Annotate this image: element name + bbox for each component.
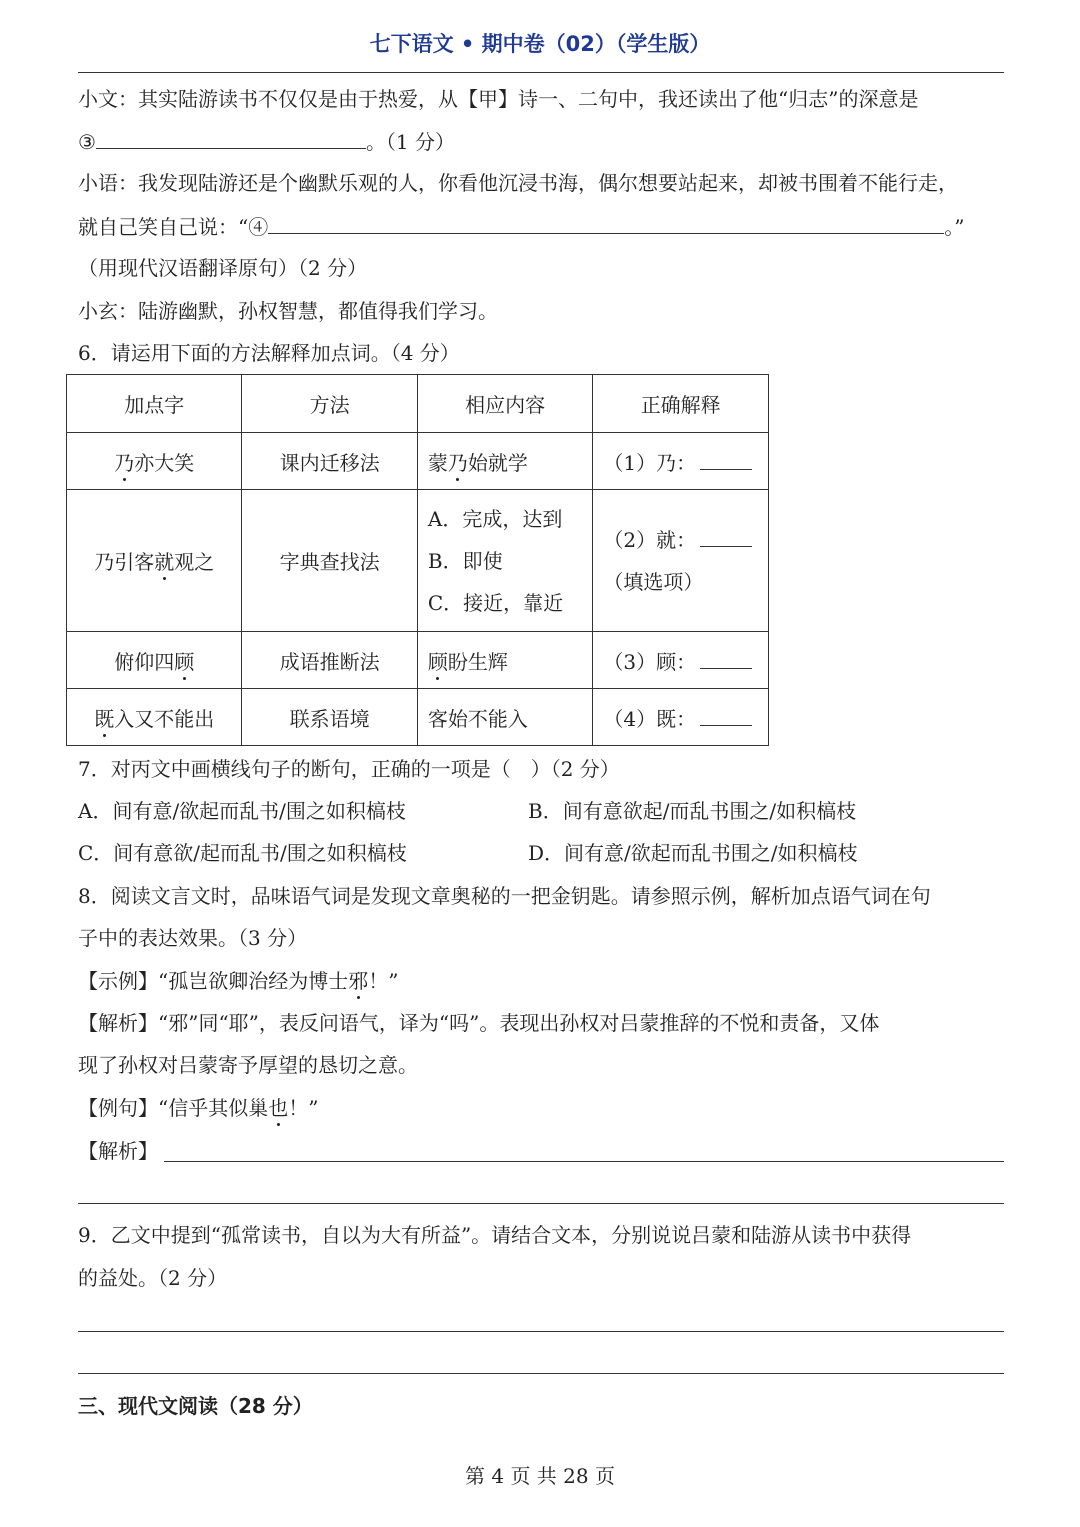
table-header-row xyxy=(67,375,769,433)
q7-option-d[interactable]: D．间有意/欲起而乱书围之/如积槁枝 xyxy=(528,841,858,865)
question-8-stem-line1: 8．阅读文言文时，品味语气词是发现文章奥秘的一把金钥匙。请参照示例，解析加点语气词在句 xyxy=(78,884,931,908)
circled-number-3: ③ xyxy=(78,130,96,154)
content-cell: 顾盼生辉 xyxy=(417,632,593,689)
q8-example: 【示例】“孤岂欲卿治经为博士邪！” xyxy=(78,969,399,993)
closing-quote: 。” xyxy=(944,215,965,239)
dialogue-xiaoyu-prefix: 就自己笑自己说：“④ xyxy=(78,215,269,239)
table-header-cell: 方法 xyxy=(242,375,417,433)
answer-cell[interactable]: （3）顾： xyxy=(593,632,769,689)
q8-answer-line-1[interactable] xyxy=(164,1161,1004,1162)
table-row xyxy=(67,632,769,689)
table-header-cell: 相应内容 xyxy=(417,375,593,433)
dialogue-xiaoyu-line1: 小语：我发现陆游还是个幽默乐观的人，你看他沉浸书海，偶尔想要站起来，却被书围着不能行走， xyxy=(78,171,958,195)
content-cell: 客始不能入 xyxy=(417,689,593,746)
question-7-stem: 7．对丙文中画横线句子的断句，正确的一项是（ ）（2 分） xyxy=(78,757,620,781)
dialogue-xiaoyu-line3: （用现代汉语翻译原句）（2 分） xyxy=(78,256,368,280)
question-9-stem-line1: 9．乙文中提到“孤常读书，自以为大有所益”。请结合文本，分别说说吕蒙和陆游从读书中获得 xyxy=(78,1223,912,1247)
question-9-stem-line2: 的益处。（2 分） xyxy=(78,1266,228,1290)
q8-sentence: 【例句】“信乎其似巢也！” xyxy=(78,1096,319,1120)
question-6-stem: 6．请运用下面的方法解释加点词。（4 分） xyxy=(78,341,460,365)
q8-answer-label: 【解析】 xyxy=(78,1139,158,1163)
q9-answer-line-1[interactable] xyxy=(78,1331,1004,1332)
q8-analysis-line2: 现了孙权对吕蒙寄予厚望的恳切之意。 xyxy=(78,1053,418,1077)
q7-option-a[interactable]: A．间有意/欲起而乱书/围之如积槁枝 xyxy=(78,799,406,823)
vocab-table xyxy=(66,374,769,746)
content-cell: 蒙乃始就学 xyxy=(417,433,593,490)
method-cell: 课内迁移法 xyxy=(242,433,417,490)
phrase-cell: 俯仰四顾 xyxy=(67,632,242,689)
dialogue-xiaowen-line2 xyxy=(78,126,455,157)
q7-option-c[interactable]: C．间有意欲/起而乱书/围之如积槁枝 xyxy=(78,841,407,865)
table-row xyxy=(67,433,769,490)
q7-option-b[interactable]: B．间有意欲起/而乱书围之/如积槁枝 xyxy=(528,799,857,823)
answer-blank-3[interactable] xyxy=(96,126,366,149)
answer-cell[interactable]: （4）既： xyxy=(593,689,769,746)
phrase-cell: 乃引客就观之 xyxy=(67,490,242,632)
method-cell: 成语推断法 xyxy=(242,632,417,689)
dialogue-xiaoyu-line2 xyxy=(78,211,964,242)
method-cell: 联系语境 xyxy=(242,689,417,746)
phrase-cell: 既入又不能出 xyxy=(67,689,242,746)
option-b: B．即使 xyxy=(427,548,503,573)
answer-cell[interactable]: （1）乃： xyxy=(593,433,769,490)
table-header-cell: 正确解释 xyxy=(593,375,769,433)
q8-analysis-line1: 【解析】“邪”同“耶”，表反问语气，译为“吗”。表现出孙权对吕蒙推辞的不悦和责备，又体 xyxy=(78,1011,880,1035)
answer-note: （填选项） xyxy=(603,569,704,594)
method-cell: 字典查找法 xyxy=(242,490,417,632)
q9-answer-line-2[interactable] xyxy=(78,1373,1004,1374)
answer-cell[interactable]: （2）就： （填选项） xyxy=(593,490,769,632)
table-row xyxy=(67,689,769,746)
answer-blank-4[interactable] xyxy=(268,211,944,234)
dialogue-xiaowen-line1: 小文：其实陆游读书不仅仅是由于热爱，从【甲】诗一、二句中，我还读出了他“归志”的深意是 xyxy=(78,87,919,111)
table-row xyxy=(67,490,769,632)
page-title: 七下语文 • 期中卷（02）（学生版） xyxy=(369,32,711,56)
phrase-cell: 乃亦大笑 xyxy=(67,433,242,490)
points-label: 。（1 分） xyxy=(365,130,456,154)
table-header-cell: 加点字 xyxy=(67,375,242,433)
option-a: A．完成，达到 xyxy=(427,506,563,531)
q8-answer-line-2[interactable] xyxy=(78,1203,1004,1204)
page-footer: 第 4 页 共 28 页 xyxy=(465,1464,615,1488)
question-8-stem-line2: 子中的表达效果。（3 分） xyxy=(78,926,308,950)
header-divider xyxy=(78,72,1004,73)
dialogue-xiaoxuan: 小玄：陆游幽默，孙权智慧，都值得我们学习。 xyxy=(78,299,498,323)
option-c: C．接近，靠近 xyxy=(427,590,564,615)
options-cell xyxy=(417,490,593,632)
section-3-heading: 三、现代文阅读（28 分） xyxy=(78,1394,313,1418)
